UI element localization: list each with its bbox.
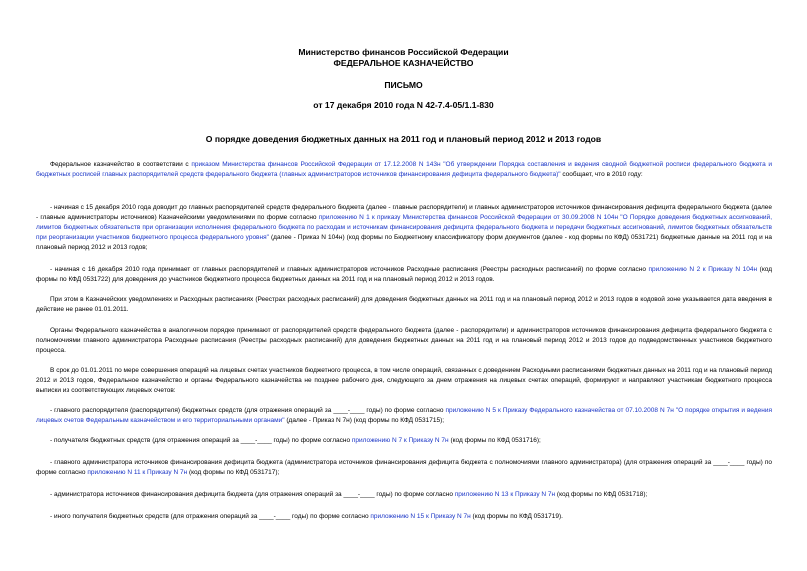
paragraph-text: Федеральное казначейство в соответствии с — [50, 161, 192, 168]
paragraph-text: - администратора источников финансирования дефицита бюджета (для отражения операций за ____-____ годы) по форме согласно — [50, 491, 455, 498]
link-104n-appendix-2[interactable]: приложению N 2 к Приказу N 104н — [648, 266, 758, 273]
treasury-name: ФЕДЕРАЛЬНОЕ КАЗНАЧЕЙСТВО — [333, 58, 474, 68]
paragraph-2 — [36, 203, 772, 253]
link-order-143n[interactable]: приказом Министерства финансов Российской Федерации от 17.12.2008 N 143н "Об утверждении Порядка составления и ведения сводной бюджетной росписи федерального бюджета и бюджетных росписей главных распорядителей средств федерального бюджета (главных администраторов источников финансирования дефицита федерального бюджета)" — [36, 161, 772, 178]
paragraph-text: (код формы по КФД 0531717); — [187, 469, 280, 476]
paragraph-9 — [36, 458, 772, 478]
paragraph-text: - начиная с 15 декабря 2010 года доводит до главных распорядителей средств федерального бюджета (далее - главные распорядители) и главных администраторов источников финансирования дефицита федерального бюджета (далее - главные администраторы источников) Казначейскими уведомлениями по форме согласно — [36, 204, 772, 221]
paragraph-5: Органы Федерального казначейства в аналогичном порядке принимают от распорядителей средств федерального бюджета (далее - распорядители) и администраторов источников финансирования дефицита федерального бюджета с полномочиями главного администратора Расходные расписания (Реестры расходных расписаний) для доведения бюджетных данных на 2011 год и на плановый период 2012 и 2013 годов до подведомственных участников бюджетного процесса. — [36, 327, 772, 354]
link-7n-appendix-5[interactable]: приложению N 5 к Приказу Федерального казначейства от 07.10.2008 N 7н "О порядке открытия и ведения лицевых счетов Федеральным казначейством и его территориальными органами" — [36, 407, 772, 424]
paragraph-text: (код формы по КФД 0531716); — [448, 437, 541, 444]
paragraph-text: - главного администратора источников финансирования дефицита бюджета (администратора источников финансирования дефицита бюджета с полномочиями главного администратора) (для отражения операций за ____-____ годы) по форме согласно — [36, 459, 772, 476]
paragraph-1 — [36, 160, 772, 180]
paragraph-6: В срок до 01.01.2011 по мере совершения операций на лицевых счетах участников бюджетного процесса, в том числе операций, связанных с доведением Расходными расписаниями бюджетных данных на 2011 год и на плановый период 2012 и 2013 годов, Федеральное казначейство и органы Федерального казначейства не позднее рабочего дня, следующего за днем отражения на лицевых счетах операций, формируют и направляют участникам бюджетного процесса выписки из соответствующих лицевых счетов: — [36, 367, 772, 394]
paragraph-text: (далее - Приказ N 7н) (код формы по КФД 0531715); — [284, 417, 445, 424]
paragraph-text: - начиная с 16 декабря 2010 года принимает от главных распорядителей и главных администраторов источников Расходные расписания (Реестры расходных расписаний) по форме согласно — [50, 266, 649, 273]
ministry-name: Министерство финансов Российской Федерации — [298, 47, 509, 57]
paragraph-text: - иного получателя бюджетных средств (для отражения операций за ____-____ годы) по форме согласно — [50, 513, 371, 520]
link-7n-appendix-13[interactable]: приложению N 13 к Приказу N 7н — [454, 491, 556, 498]
paragraph-7 — [36, 406, 772, 426]
doc-type: ПИСЬМО — [384, 80, 423, 90]
paragraph-text: - получателя бюджетных средств (для отражения операций за ____-____ годы) по форме согласно — [50, 437, 352, 444]
paragraph-8 — [36, 436, 772, 446]
link-7n-appendix-7[interactable]: приложению N 7 к Приказу N 7н — [351, 437, 449, 444]
paragraph-3 — [36, 265, 772, 285]
doc-title: О порядке доведения бюджетных данных на 2011 год и плановый период 2012 и 2013 годов — [205, 134, 602, 144]
link-7n-appendix-15[interactable]: приложению N 15 к Приказу N 7н — [370, 513, 471, 520]
paragraph-text: сообщает, что в 2010 году: — [560, 171, 643, 178]
link-order-104n-appendix-1[interactable]: приложению N 1 к приказу Министерства финансов Российской Федерации от 30.09.2008 N 104н "О Порядке доведения бюджетных ассигнований, лимитов бюджетных обязательств при организации исполнения федерального бюджета по расходам и источникам финансирования дефицита федерального бюджета и передачи бюджетных ассигнований, лимитов бюджетных обязательств при реорганизации участников бюджетного процесса федерального уровня" — [36, 214, 772, 241]
paragraph-text: (далее - Приказ N 104н) (код формы по Бюджетному классификатору форм документов (далее - код формы по КФД) 0531721) бюджетные данные на 2011 год и на плановый период 2012 и 2013 годов; — [36, 234, 773, 251]
paragraph-4: При этом в Казначейских уведомлениях и Расходных расписаниях (Реестрах расходных расписаний) для доведения бюджетных данных на 2011 год и на плановый период 2012 и 2013 годов в кодовой зоне указывается дата введения в действие не ранее 01.01.2011. — [36, 296, 772, 313]
paragraph-text: (код формы по КФД 0531718); — [555, 491, 648, 498]
paragraph-text: (код формы по КФД 0531722) для доведения до участников бюджетного процесса бюджетных данных на 2011 год и на плановый период 2012 и 2013 годов. — [36, 266, 773, 283]
paragraph-text: - главного распорядителя (распорядителя) бюджетных средств (для отражения операций за ____-____ годы) по форме согласно — [50, 407, 446, 414]
paragraph-10 — [36, 490, 772, 500]
paragraph-11 — [36, 512, 772, 522]
link-7n-appendix-11[interactable]: приложению N 11 к Приказу N 7н — [87, 469, 188, 476]
doc-date-number: от 17 декабря 2010 года N 42-7.4-05/1.1-830 — [313, 100, 494, 110]
paragraph-text: (код формы по КФД 0531719). — [470, 513, 563, 520]
